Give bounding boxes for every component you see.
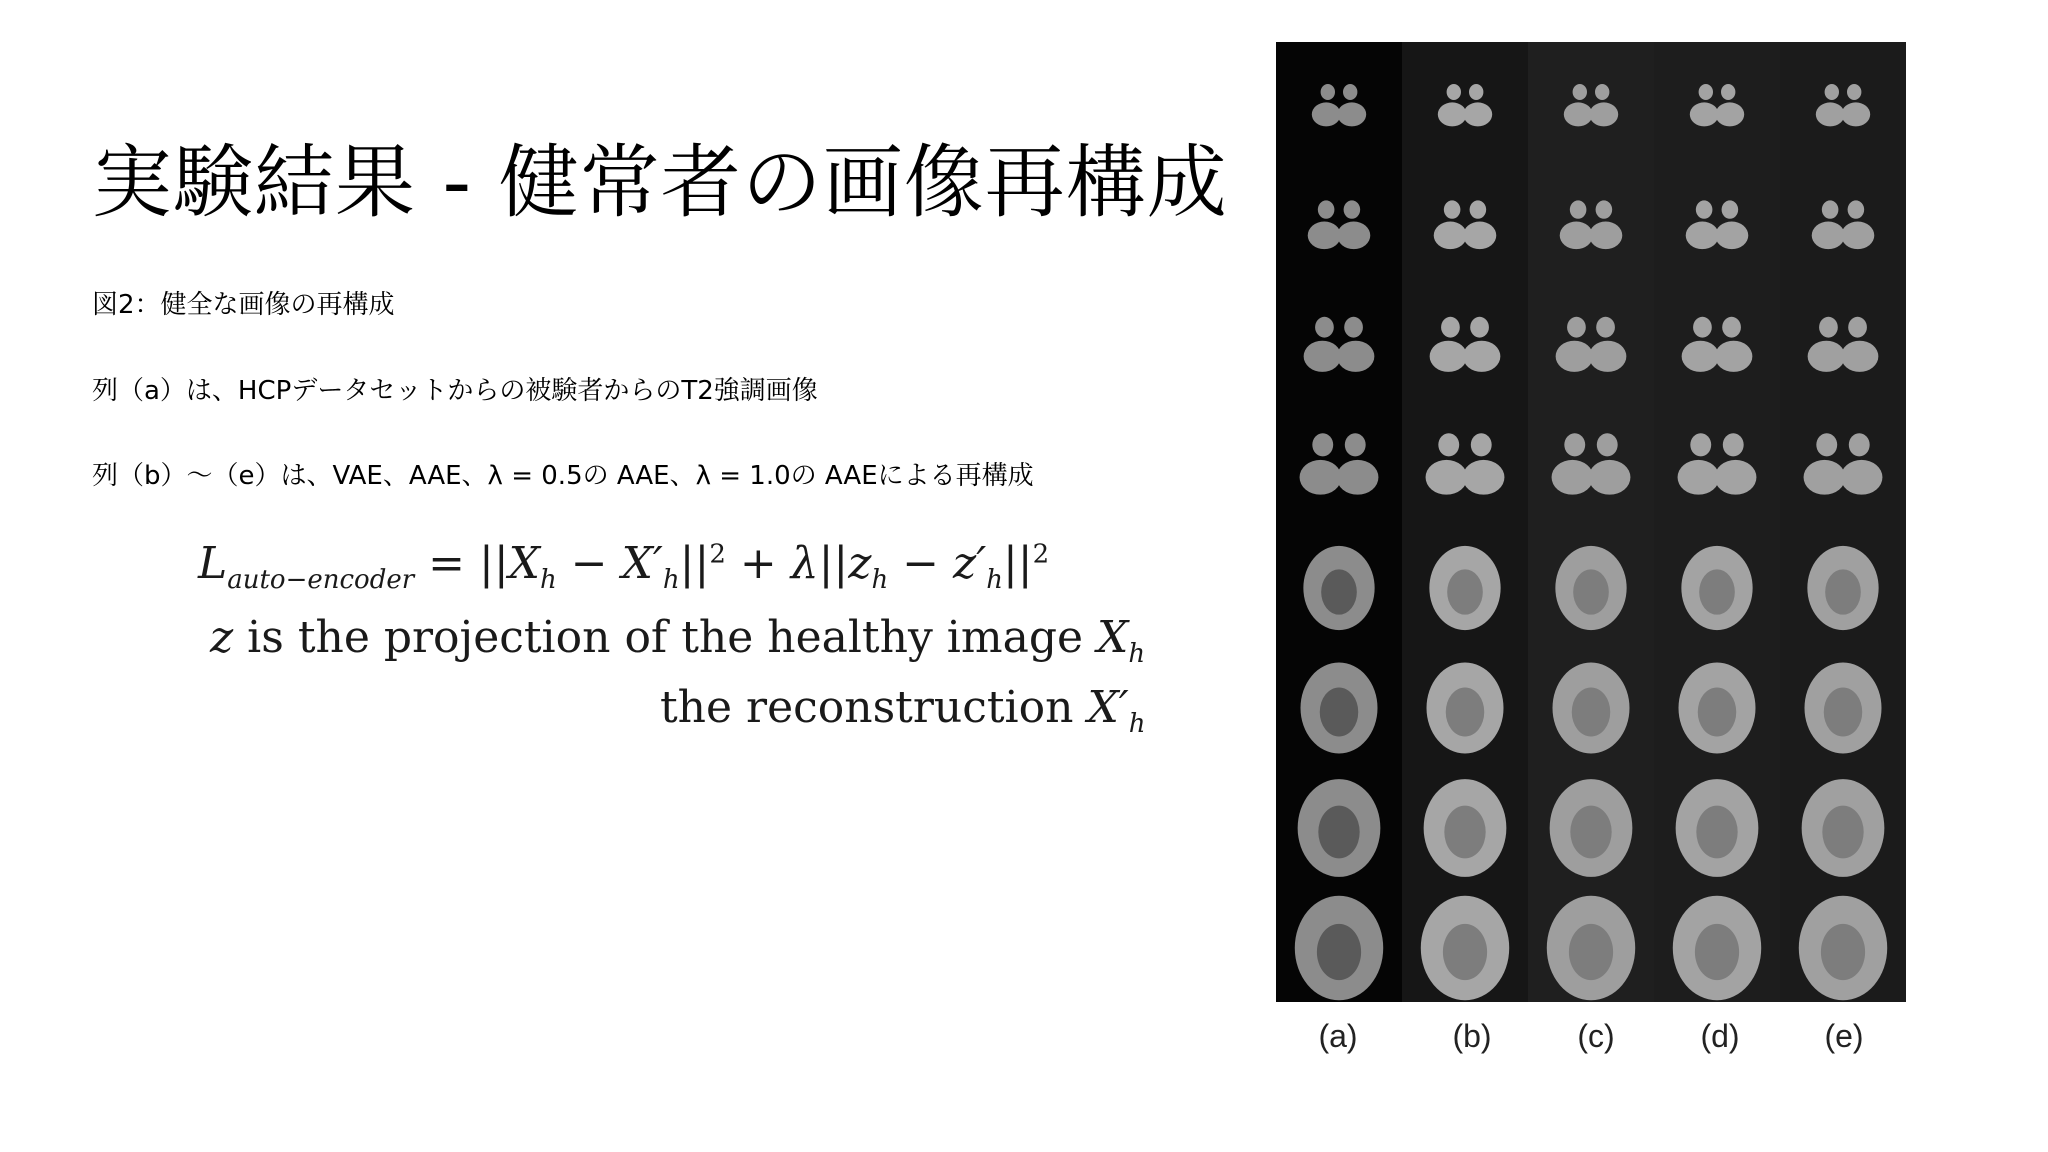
brain-slice [1799, 896, 1887, 1001]
brain-slice [1553, 663, 1630, 754]
brain-slice [1686, 200, 1749, 249]
brain-slice [1295, 896, 1383, 1001]
brain-slice [1426, 433, 1505, 494]
brain-slice [1421, 896, 1509, 1001]
loss-formula: $L_{auto-encoder} = ||X_h - X'_h||^2 + \lambda||z_h - z'_h||^2$ [198, 538, 1050, 595]
brain-slice [1303, 546, 1374, 630]
brain-slice [1427, 663, 1504, 754]
brain-slice [1690, 84, 1744, 126]
brain-slice [1807, 546, 1878, 630]
formula-note-projection: z is the projection of the healthy image $X_h$ [210, 612, 1146, 669]
column-label-a: (a) [1318, 1018, 1358, 1054]
brain-slice [1556, 317, 1627, 372]
column-label-c: (c) [1577, 1018, 1615, 1054]
reconstruction-figure [1276, 42, 1906, 1002]
brain-slice [1304, 317, 1375, 372]
column-label-e: (e) [1824, 1018, 1864, 1054]
brain-slice [1555, 546, 1626, 630]
brain-slice [1430, 317, 1501, 372]
slide-title: 実験結果 - 健常者の画像再構成 [92, 136, 1228, 229]
brain-slices-svg [1276, 42, 1906, 1002]
formula-note-reconstruction: the reconstruction $X'_h$ [660, 682, 1146, 739]
brain-slice [1682, 317, 1753, 372]
brain-slice [1805, 663, 1882, 754]
caption-columns-b-e: 列（b）～（e）は、VAE、AAE、λ = 0.5の AAE、λ = 1.0の AAEによる再構成 [92, 461, 1034, 491]
brain-slice [1300, 433, 1379, 494]
brain-slice [1816, 84, 1870, 126]
brain-slice [1434, 200, 1497, 249]
brain-slice [1808, 317, 1879, 372]
brain-slice [1679, 663, 1756, 754]
brain-slice [1301, 663, 1378, 754]
brain-slice [1429, 546, 1500, 630]
brain-slice [1547, 896, 1635, 1001]
brain-slice [1673, 896, 1761, 1001]
caption-column-a: 列（a）は、HCPデータセットからの被験者からのT2強調画像 [92, 376, 818, 406]
brain-slice [1424, 779, 1507, 877]
brain-slice [1681, 546, 1752, 630]
brain-slice [1564, 84, 1618, 126]
brain-slice [1812, 200, 1875, 249]
brain-slice [1552, 433, 1631, 494]
column-label-d: (d) [1700, 1018, 1740, 1054]
brain-slice [1308, 200, 1371, 249]
brain-slice [1298, 779, 1381, 877]
brain-slice [1550, 779, 1633, 877]
brain-slice [1678, 433, 1757, 494]
figure-caption: 図2：健全な画像の再構成 [92, 290, 395, 320]
brain-slice [1560, 200, 1623, 249]
brain-slice [1438, 84, 1492, 126]
column-label-b: (b) [1452, 1018, 1492, 1054]
brain-slice [1312, 84, 1366, 126]
brain-slice [1802, 779, 1885, 877]
brain-slice [1676, 779, 1759, 877]
brain-slice [1804, 433, 1883, 494]
